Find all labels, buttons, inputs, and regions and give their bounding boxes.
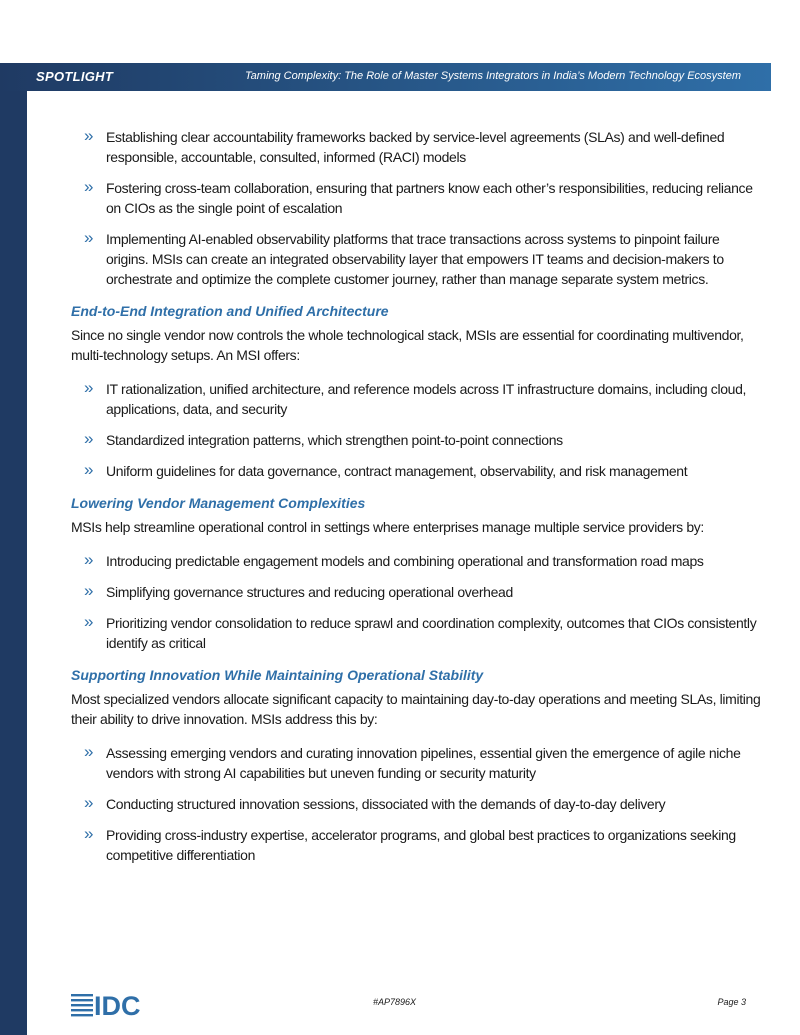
list-item: » Establishing clear accountability frameworks backed by service-level agreements (SLAs) and well-defined responsible, accountable, consulted, informed (RACI) models <box>84 126 725 165</box>
page-header-banner <box>0 63 771 91</box>
section-heading: End-to-End Integration and Unified Architecture <box>71 303 389 319</box>
chevron-bullet-icon: » <box>84 581 94 600</box>
chevron-bullet-icon: » <box>84 550 94 569</box>
page-number: Page 3 <box>717 997 746 1007</box>
list-item: » Prioritizing vendor consolidation to reduce sprawl and coordination complexity, outcomes that CIOs consistently identify as critical <box>84 612 757 651</box>
list-item: » Providing cross-industry expertise, accelerator programs, and global best practices to organizations seeking competitive differentiation <box>84 824 736 863</box>
chevron-bullet-icon: » <box>84 742 94 761</box>
document-code: #AP7896X <box>373 997 417 1007</box>
section-bullet-list <box>71 379 763 481</box>
idc-logo <box>71 990 161 1018</box>
chevron-bullet-icon: » <box>84 378 94 397</box>
list-item: » Implementing AI-enabled observability platforms that trace transactions across systems to pinpoint failure origins. MSIs can create an integrated observability layer that empowers IT teams and decision-makers to orchestrate and optimize the complete customer journey, rather than manage separate system metrics. <box>84 228 724 287</box>
section-heading: Lowering Vendor Management Complexities <box>71 495 366 511</box>
main-content <box>71 127 763 876</box>
left-side-bar <box>0 63 27 1035</box>
list-item: » Simplifying governance structures and reducing operational overhead <box>84 581 513 600</box>
chevron-bullet-icon: » <box>84 612 94 631</box>
logo-stripes-icon <box>71 994 93 1016</box>
chevron-bullet-icon: » <box>84 429 94 448</box>
section-label: SPOTLIGHT <box>36 69 114 84</box>
section-bullet-list <box>71 551 763 653</box>
chevron-bullet-icon: » <box>84 793 94 812</box>
logo-wordmark: IDC <box>94 991 141 1018</box>
list-item: » Fostering cross-team collaboration, ensuring that partners know each other’s responsibilities, reducing reliance on CIOs as the single point of escalation <box>84 177 753 216</box>
chevron-bullet-icon: » <box>84 824 94 843</box>
section-intro: Most specialized vendors allocate significant capacity to maintaining day-to-day operations and meeting SLAs, limiting their ability to drive innovation. MSIs address this by: <box>71 691 761 727</box>
intro-bullet-list <box>71 127 763 289</box>
section-heading: Supporting Innovation While Maintaining Operational Stability <box>71 667 484 683</box>
list-item: » Assessing emerging vendors and curating innovation pipelines, essential given the emergence of agile niche vendors with strong AI capabilities but uneven funding or security maturity <box>84 742 741 781</box>
section-bullet-list <box>71 743 763 865</box>
document-title: Taming Complexity: The Role of Master Systems Integrators in India’s Modern Technology Ecosystem <box>244 70 741 82</box>
list-item: » Conducting structured innovation sessions, dissociated with the demands of day-to-day delivery <box>84 793 666 812</box>
chevron-bullet-icon: » <box>84 177 94 196</box>
list-item: » Introducing predictable engagement models and combining operational and transformation road maps <box>84 550 704 569</box>
section-intro: Since no single vendor now controls the whole technological stack, MSIs are essential for coordinating multivendor, multi-technology setups. An MSI offers: <box>71 327 744 363</box>
section-intro: MSIs help streamline operational control in settings where enterprises manage multiple service providers by: <box>71 519 704 535</box>
chevron-bullet-icon: » <box>84 126 94 145</box>
list-item: » Standardized integration patterns, which strengthen point-to-point connections <box>84 429 563 448</box>
list-item: » Uniform guidelines for data governance, contract management, observability, and risk management <box>84 460 688 479</box>
chevron-bullet-icon: » <box>84 228 94 247</box>
chevron-bullet-icon: » <box>84 460 94 479</box>
list-item: » IT rationalization, unified architecture, and reference models across IT infrastructure domains, including cloud, applications, data, and security <box>84 378 747 417</box>
